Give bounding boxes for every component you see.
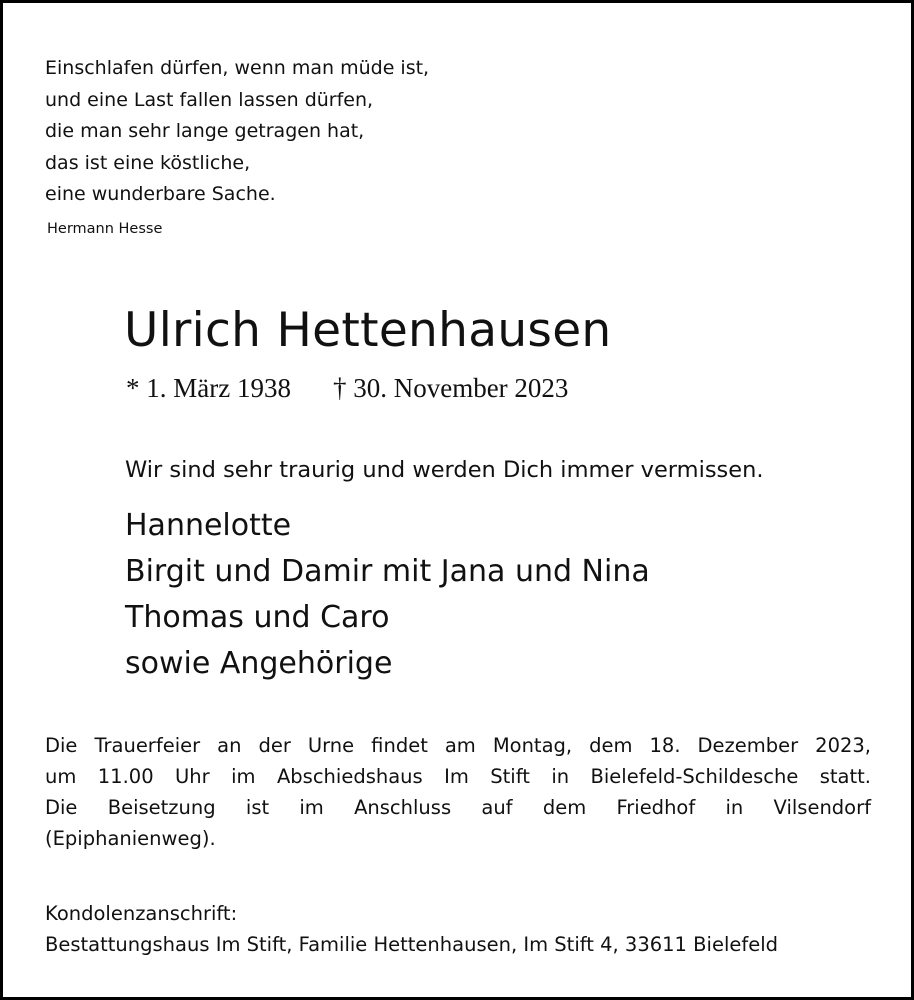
ceremony-line: Die Beisetzung ist im Anschluss auf dem Friedhof in Vilsendorf <box>45 796 871 819</box>
death-date: † 30. November 2023 <box>332 373 569 403</box>
condolence-address <box>45 898 778 960</box>
mourners-list <box>125 503 650 687</box>
poem-line: Einschlafen dürfen, wenn man müde ist, <box>45 57 430 79</box>
ceremony-line: Die Trauerfeier an der Urne findet am Montag, dem 18. Dezember 2023, <box>45 734 871 757</box>
birth-date: * 1. März 1938 <box>126 373 291 403</box>
poem <box>45 53 429 211</box>
condolence-address-text: Bestattungshaus Im Stift, Familie Hettenhausen, Im Stift 4, 33611 Bielefeld <box>45 933 779 956</box>
ceremony-info <box>45 730 871 854</box>
condolence-label: Kondolenzanschrift: <box>45 902 238 925</box>
poem-line: das ist eine köstliche, <box>45 151 251 174</box>
ceremony-line: um 11.00 Uhr im Abschiedshaus Im Stift in Bielefeld-Schildesche statt. <box>45 765 871 788</box>
ceremony-line: (Epiphanienweg). <box>45 827 216 850</box>
mourner: Thomas und Caro <box>125 600 390 635</box>
poem-line: die man sehr lange getragen hat, <box>45 120 365 142</box>
poem-line: eine wunderbare Sache. <box>45 183 276 205</box>
deceased-name: Ulrich Hettenhausen <box>124 303 612 358</box>
poem-line: und eine Last fallen lassen dürfen, <box>45 88 374 111</box>
mourner: sowie Angehörige <box>125 646 393 681</box>
farewell-message: Wir sind sehr traurig und werden Dich immer vermissen. <box>125 457 764 483</box>
mourner: Birgit und Damir mit Jana und Nina <box>125 554 650 589</box>
life-dates <box>126 373 568 404</box>
mourner: Hannelotte <box>125 508 292 543</box>
poem-author: Hermann Hesse <box>47 221 163 237</box>
